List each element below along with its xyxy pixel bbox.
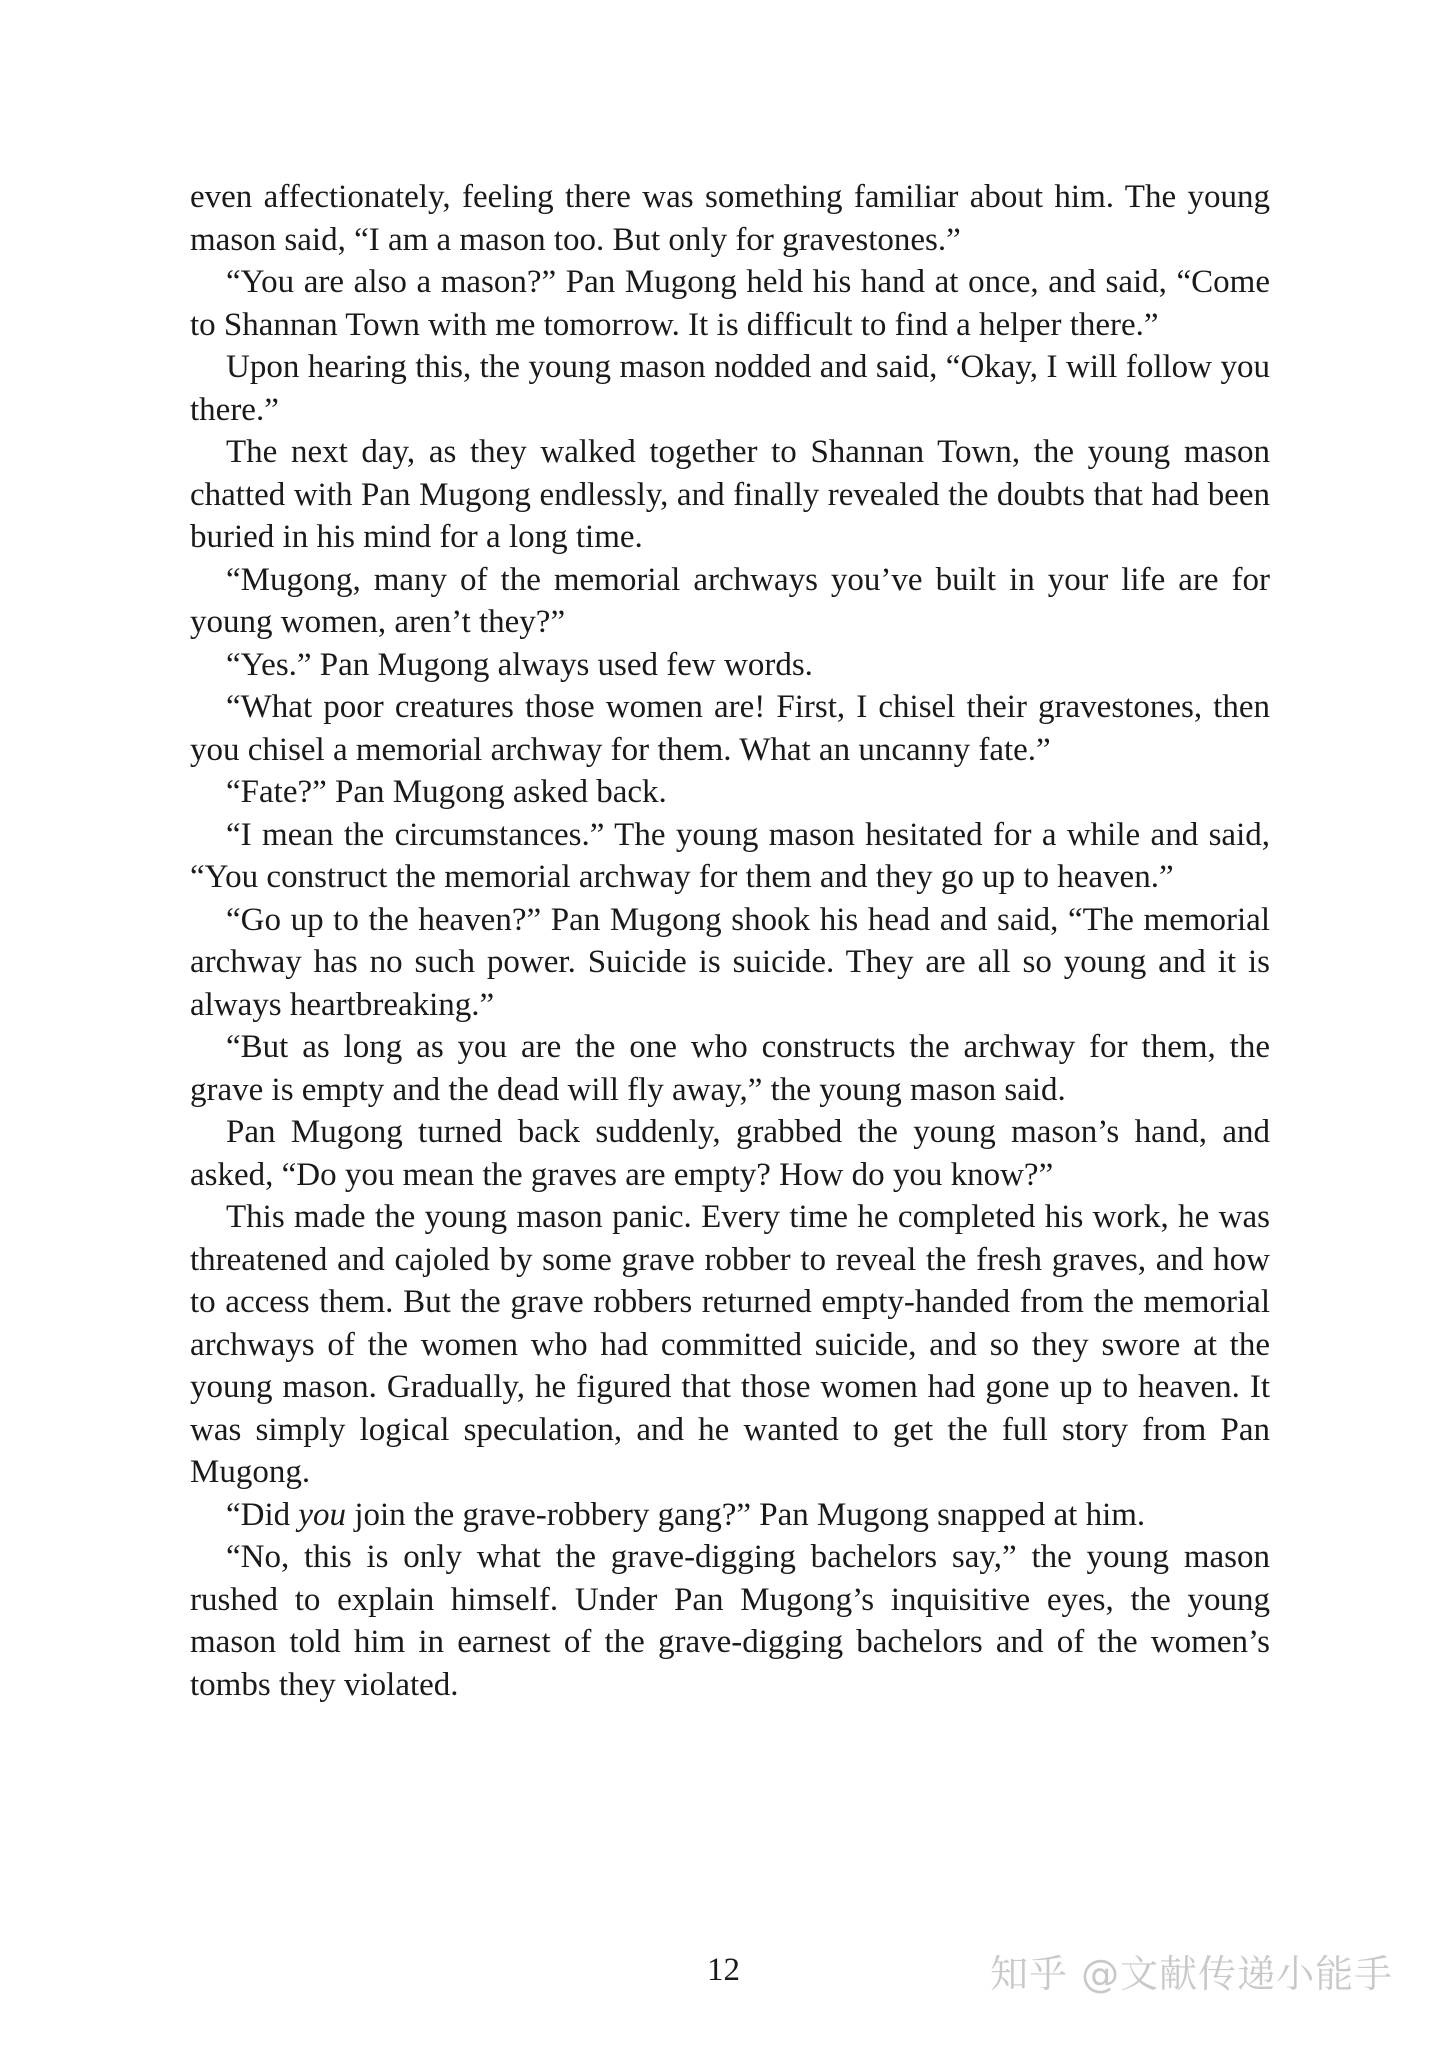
paragraph-4: The next day, as they walked together to Shannan Town, the young mason chatted with Pan Mugong endlessly, and finally revealed the doubts that had been buried in his mind for a long time.	[190, 434, 1270, 555]
paragraph-1: even affectionately, feeling there was something familiar about him. The young mason said, “I am a mason too. But only for gravestones.”	[190, 179, 1270, 258]
paragraph-5: “Mugong, many of the memorial archways you’ve built in your life are for young women, aren’t they?”	[190, 561, 1270, 640]
paragraph-7: “What poor creatures those women are! First, I chisel their gravestones, then you chisel a memorial archway for them. What an uncanny fate.”	[190, 689, 1270, 768]
paragraph-6: “Yes.” Pan Mugong always used few words.	[226, 646, 813, 683]
paragraph-9: “I mean the circumstances.” The young mason hesitated for a while and said, “You construct the memorial archway for them and they go up to heaven.”	[190, 816, 1270, 895]
page-number: 12	[707, 1952, 740, 1988]
paragraph-3: Upon hearing this, the young mason nodded and said, “Okay, I will follow you there.”	[190, 349, 1270, 428]
watermark: 知乎 @文献传递小能手	[990, 1952, 1394, 1996]
paragraph-8: “Fate?” Pan Mugong asked back.	[226, 774, 667, 810]
paragraph-12: Pan Mugong turned back suddenly, grabbed the young mason’s hand, and asked, “Do you mean the graves are empty? How do you know?”	[190, 1114, 1270, 1193]
paragraph-13: This made the young mason panic. Every time he completed his work, he was threatened and cajoled by some grave robber to reveal the fresh graves, and how to access them. But the grave robbers returned empty-handed from the memorial archways of the women who had committed suicide, and so they swore at the young mason. Gradually, he figured that those women had gone up to heaven. It was simply logical speculation, and he wanted to get the full story from Pan Mugong.	[190, 1199, 1270, 1490]
paragraph-2: “You are also a mason?” Pan Mugong held his hand at once, and said, “Come to Shannan Town with me tomorrow. It is difficult to find a helper there.”	[190, 264, 1270, 343]
paragraph-10: “Go up to the heaven?” Pan Mugong shook his head and said, “The memorial archway has no such power. Suicide is suicide. They are all so young and it is always heartbreaking.”	[190, 901, 1270, 1023]
paragraph-15: “No, this is only what the grave-digging bachelors say,” the young mason rushed to explain himself. Under Pan Mugong’s inquisitive eyes, the young mason told him in earnest of the grave-digging bachelors and of the women’s tombs they violated.	[190, 1539, 1270, 1703]
paragraph-14-italic: you	[298, 1496, 347, 1533]
paragraph-11: “But as long as you are the one who constructs the archway for them, the grave is empty and the dead will fly away,” the young mason said.	[190, 1029, 1270, 1108]
paragraph-14-end: join the grave-robbery gang?” Pan Mugong snapped at him.	[346, 1496, 1146, 1533]
paragraph-14	[190, 1494, 1270, 1537]
paragraph-14-start: “Did	[226, 1496, 299, 1533]
page-body-text	[190, 176, 1270, 1706]
